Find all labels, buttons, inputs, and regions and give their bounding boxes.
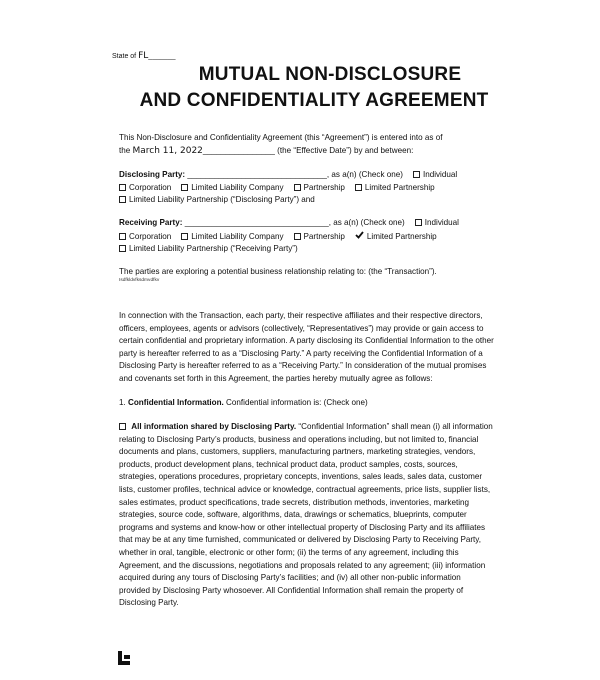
disclosing-asan: , as a(n) (Check one) xyxy=(326,170,403,179)
option-all-information xyxy=(119,421,494,610)
state-field xyxy=(112,51,176,61)
disclosing-party-block xyxy=(119,169,494,207)
checkbox-icon[interactable] xyxy=(294,233,301,240)
disclosing-opt-llp: Limited Liability Partnership (“Disclosing Party”) and xyxy=(129,195,315,205)
checkbox-icon[interactable] xyxy=(294,184,301,191)
receiving-opt-individual: Individual xyxy=(424,218,459,227)
section-1-heading xyxy=(119,397,494,410)
checkbox-icon[interactable] xyxy=(119,233,126,240)
receiving-opt-llp: Limited Liability Partnership (“Receiving Party”) xyxy=(129,244,298,254)
disclosing-opt-individual: Individual xyxy=(422,170,458,179)
section-1-title: Confidential Information. xyxy=(128,398,224,407)
transaction-tiny-text: Isdfkldvfksdmvdfkv xyxy=(119,278,160,283)
intro-the: the xyxy=(119,145,131,155)
checkbox-icon[interactable] xyxy=(355,184,362,191)
state-value[interactable]: FL xyxy=(138,51,149,61)
section-1-text: Confidential information is: (Check one) xyxy=(226,398,368,407)
checkbox-icon[interactable] xyxy=(119,196,126,203)
checkbox-icon[interactable] xyxy=(413,171,420,178)
effective-date-value[interactable]: March 11, 2022 xyxy=(132,145,203,156)
receiving-party-label: Receiving Party: xyxy=(119,218,183,227)
checkbox-icon[interactable] xyxy=(181,184,188,191)
disclosing-line-2 xyxy=(119,182,494,195)
receiving-opt-partnership: Partnership xyxy=(303,231,345,241)
disclosing-party-label: Disclosing Party: xyxy=(119,170,186,179)
intro-paragraph xyxy=(119,132,494,157)
disclosing-opt-lp: Limited Partnership xyxy=(364,182,435,192)
section-1-number: 1. xyxy=(119,398,126,407)
document-logo-icon xyxy=(117,651,131,665)
recitals-paragraph: In connection with the Transaction, each party, their respective affiliates and their respective directors, officers, employees, agents or advisors (collectively, “Representatives”) may provide or gain access to certain confidential and proprietary information. A party disclosing its Confidential Information to the other party is hereafter referred to as a “Disclosing Party.” A party receiving the Confidential Information of a Disclosing Party is hereafter referred to as a “Receiving Party.” In consideration of the mutual promises and covenants set forth in this Agreement, the parties hereby mutually agree as follows: xyxy=(119,311,494,383)
receiving-party-block xyxy=(119,217,494,256)
receiving-line-1 xyxy=(119,217,494,230)
receiving-opt-corporation: Corporation xyxy=(129,231,172,241)
intro-rest: (the “Effective Date”) by and between: xyxy=(277,145,414,155)
title-line-2: AND CONFIDENTIALITY AGREEMENT xyxy=(139,90,489,111)
disclosing-opt-partnership: Partnership xyxy=(303,182,345,192)
receiving-asan: , as a(n) (Check one) xyxy=(328,218,405,227)
receiving-line-2 xyxy=(119,230,494,244)
checkbox-icon[interactable] xyxy=(119,423,126,430)
checkbox-icon[interactable] xyxy=(119,184,126,191)
option-all-heading: All information shared by Disclosing Party. xyxy=(131,422,297,431)
intro-line-2 xyxy=(119,145,494,158)
checkbox-icon[interactable] xyxy=(415,219,422,226)
disclosing-line-3 xyxy=(119,194,494,207)
checkmark-icon[interactable] xyxy=(355,230,364,243)
receiving-opt-lp: Limited Partnership xyxy=(366,231,437,241)
state-underline: _______ xyxy=(148,53,176,60)
option-all-text: “Confidential Information” shall mean (i) all information relating to Disclosing Party’s products, business and operations including, but not limited to, financial documents and plans, customers, suppliers, manufacturing partners, marketing strategies, vendors, products, product development plans, technical product data, product samples, costs, sources, strategies, operations procedures, proprietary concepts, inventions, sales leads, sales data, customer lists, customer profiles, technical advice or knowledge, contractual agreements, price lists, supplier lists, sales estimates, product specifications, trade secrets, distribution methods, inventories, marketing strategies, source code, software, algorithms, data, drawings or schematics, blueprints, computer programs and systems and know-how or other intellectual property of Disclosing Party and its affiliates that may be at any time furnished, communicated or delivered by Disclosing Party to Receiving Party, whether in oral, tangible, electronic or other form; (ii) the terms of any agreement, including this Agreement, and the discussions, negotiations and proposals related to any agreement; (iii) information acquired during any tours of Disclosing Party’s facilities; and (iv) all other non-public information provided by Disclosing Party whosoever. All Confidential Information shall remain the property of Disclosing Party. xyxy=(119,422,493,608)
intro-line-1: This Non-Disclosure and Confidentiality Agreement (this “Agreement”) is entered into as of xyxy=(119,133,443,142)
disclosing-opt-corporation: Corporation xyxy=(129,182,172,192)
effective-date-underline: ________________ xyxy=(202,145,275,155)
title-line-1: MUTUAL NON-DISCLOSURE xyxy=(198,64,462,85)
disclosing-party-name-field[interactable]: _______________________________ xyxy=(187,170,327,179)
receiving-party-name-field[interactable]: ________________________________ xyxy=(184,218,329,227)
disclosing-opt-llc: Limited Liability Company xyxy=(191,182,284,192)
transaction-line: The parties are exploring a potential business relationship relating to: (the “Transaction”). xyxy=(119,267,437,276)
checkbox-icon[interactable] xyxy=(119,245,126,252)
state-label: State of xyxy=(112,53,137,60)
receiving-line-3 xyxy=(119,243,494,256)
disclosing-line-1 xyxy=(119,169,494,182)
checkbox-icon[interactable] xyxy=(181,233,188,240)
receiving-opt-llc: Limited Liability Company xyxy=(191,231,284,241)
